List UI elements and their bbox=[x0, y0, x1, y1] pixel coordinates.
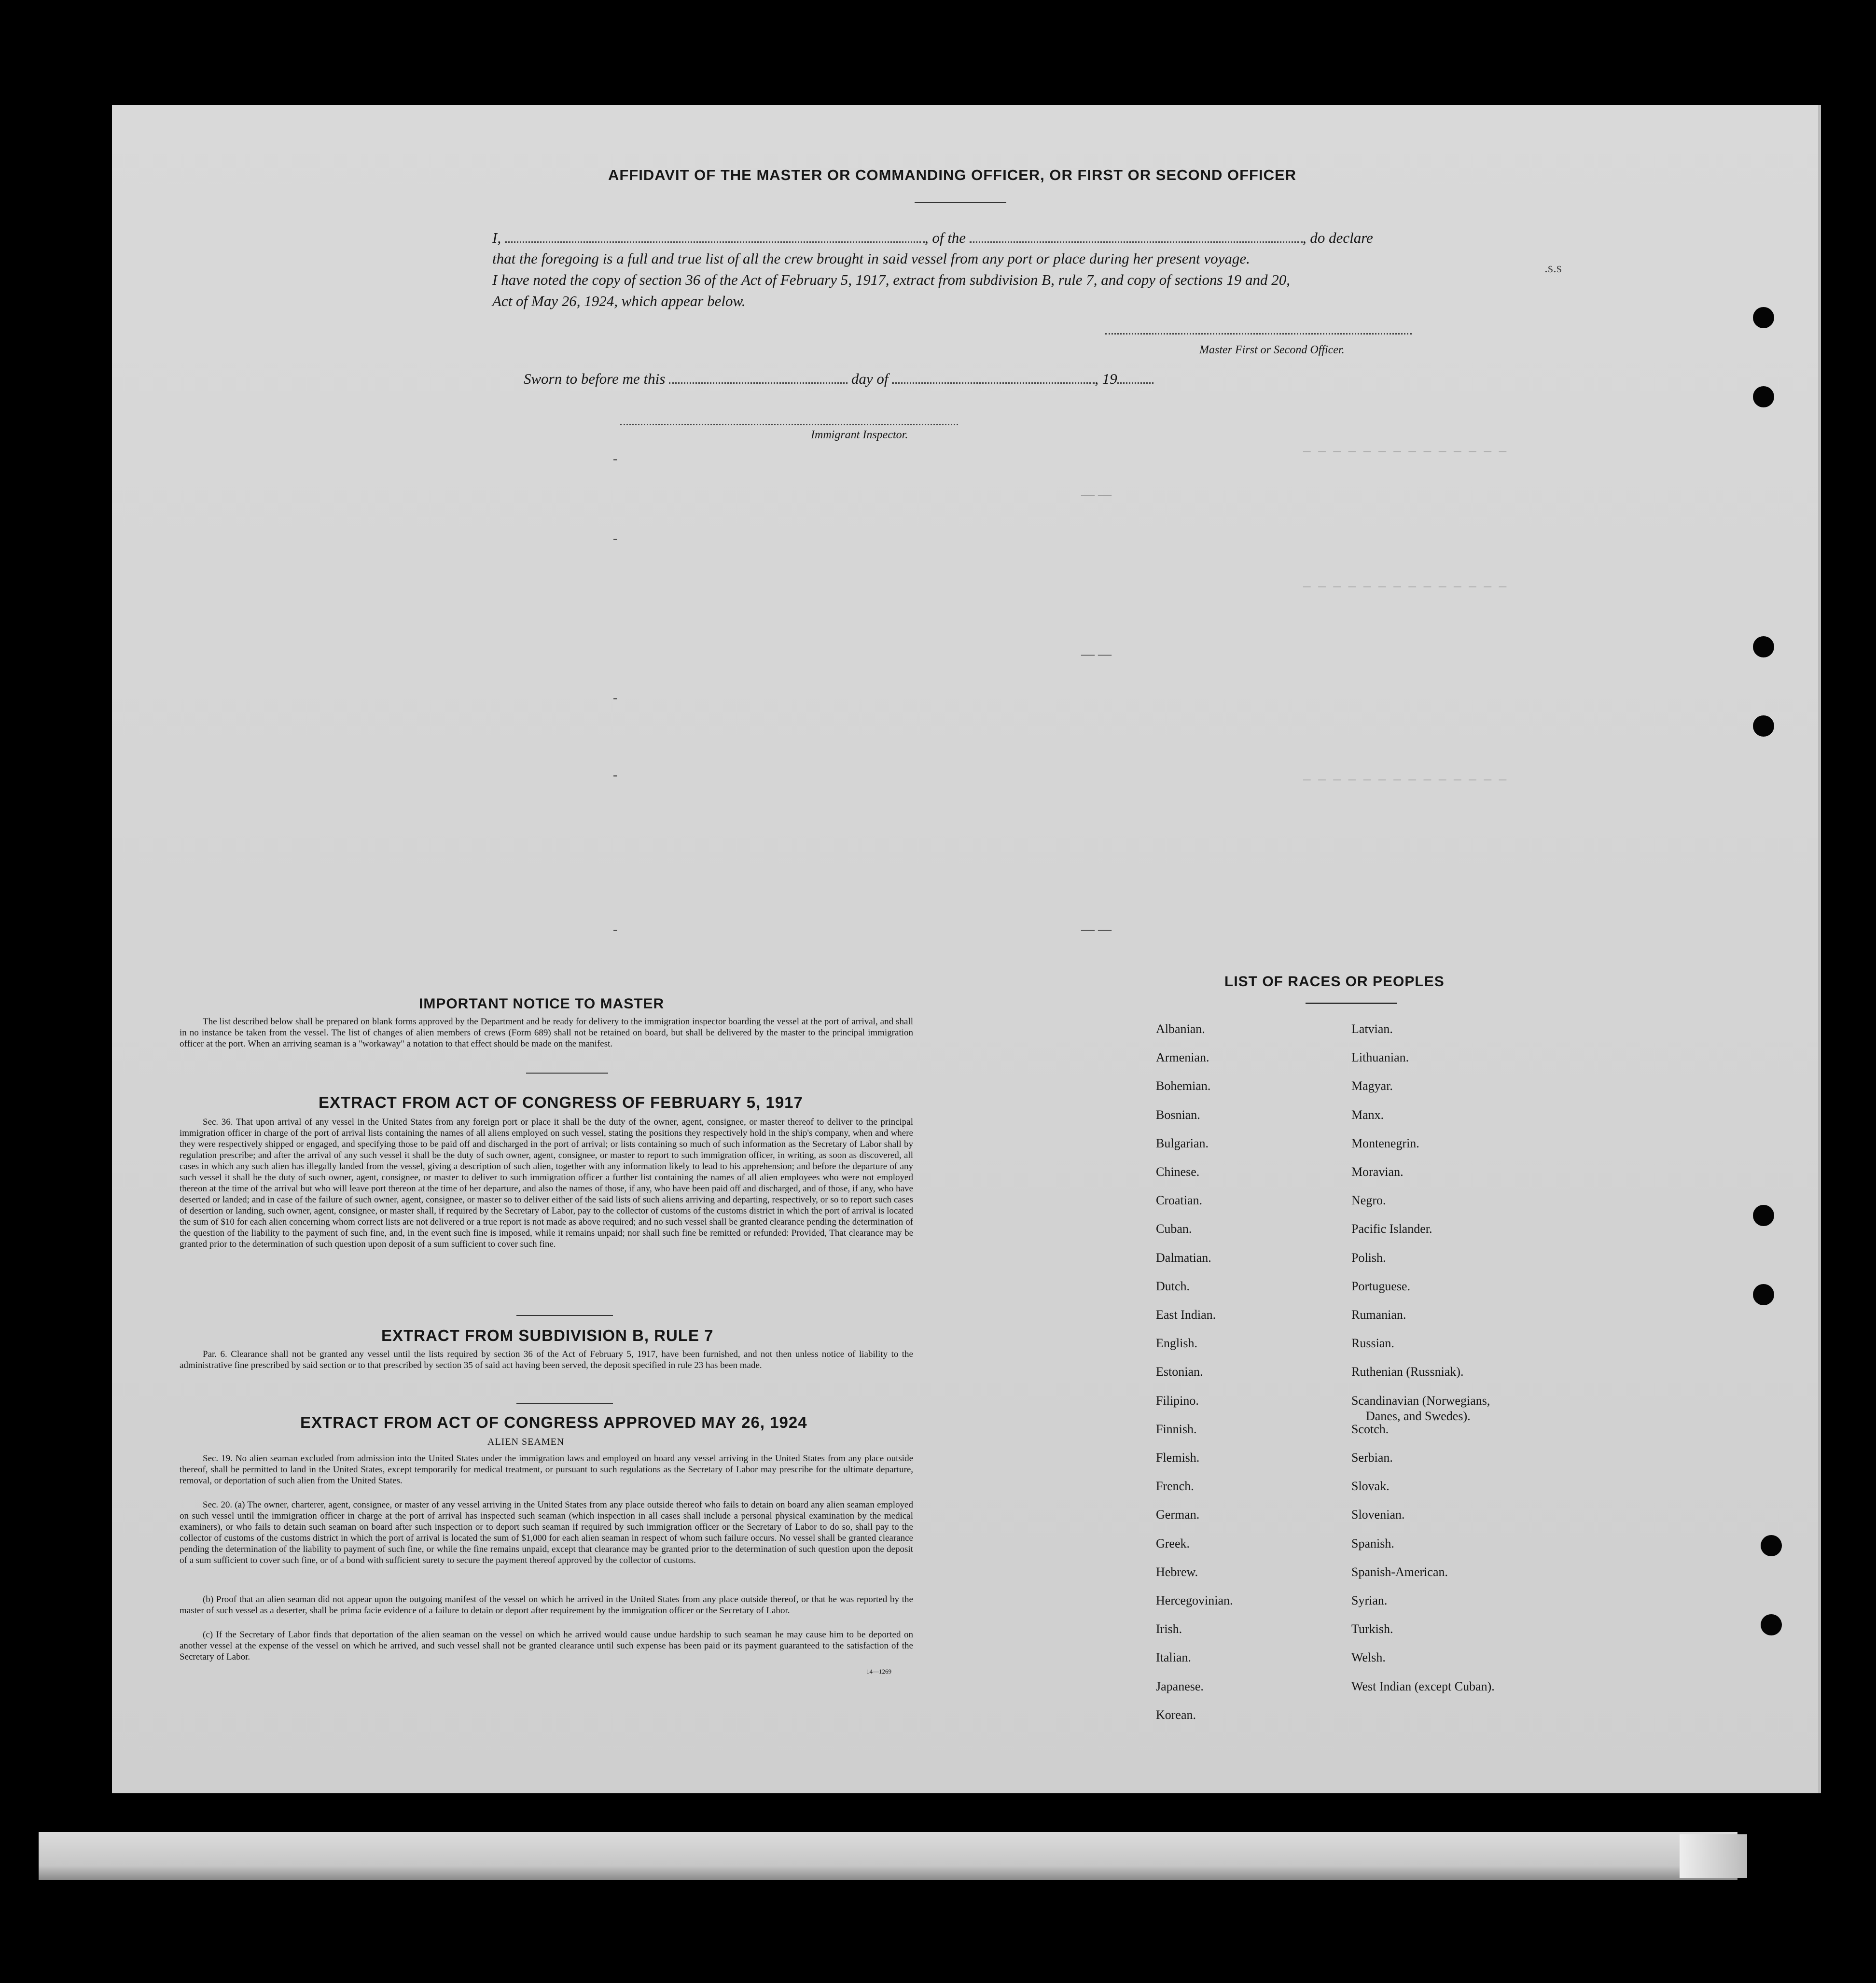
paper-edge-strip bbox=[39, 1832, 1737, 1880]
race-item: Scandinavian (Norwegians, bbox=[1351, 1393, 1490, 1408]
binder-hole-icon bbox=[1761, 1535, 1782, 1556]
race-item: Albanian. bbox=[1156, 1022, 1205, 1036]
binder-hole-icon bbox=[1753, 636, 1774, 657]
binder-hole-icon bbox=[1753, 715, 1774, 737]
race-item: Danes, and Swedes). bbox=[1366, 1409, 1471, 1423]
race-item: Bosnian. bbox=[1156, 1107, 1200, 1122]
race-item: English. bbox=[1156, 1336, 1197, 1351]
race-item: Slovak. bbox=[1351, 1479, 1390, 1494]
race-item: Cuban. bbox=[1156, 1222, 1192, 1236]
master-signature-label: Master First or Second Officer. bbox=[1199, 344, 1345, 356]
race-item: Negro. bbox=[1351, 1193, 1386, 1208]
races-title: LIST OF RACES OR PEOPLES bbox=[1224, 974, 1445, 990]
extract-1924-title: EXTRACT FROM ACT OF CONGRESS APPROVED MAY 26, 1924 bbox=[300, 1413, 807, 1431]
race-item: Dalmatian. bbox=[1156, 1250, 1211, 1265]
race-item: East Indian. bbox=[1156, 1308, 1216, 1322]
race-item: German. bbox=[1156, 1508, 1200, 1522]
race-item: Slovenian. bbox=[1351, 1508, 1405, 1522]
sec19-text: Sec. 19. No alien seaman excluded from admission into the United States under the immigration laws and employed on board any vessel arriving in the United States from any place outside thereof, shall be permitted to land in the United States, except temporarily for medical treatment, or pursuant to such regulations as the Secretary of Labor may prescribe for the ultimate departure, removal, or deportation of such alien from the United States. bbox=[180, 1453, 913, 1486]
sworn-label: Sworn to before me this bbox=[524, 370, 666, 387]
inspector-signature-label: Immigrant Inspector. bbox=[811, 429, 908, 441]
race-item: Greek. bbox=[1156, 1536, 1190, 1550]
race-item: Flemish. bbox=[1156, 1451, 1200, 1465]
race-item: Hebrew. bbox=[1156, 1564, 1198, 1579]
race-item: Turkish. bbox=[1351, 1622, 1393, 1636]
race-item: Welsh. bbox=[1351, 1650, 1386, 1665]
race-item: Rumanian. bbox=[1351, 1308, 1406, 1322]
extract-1917-text: Sec. 36. That upon arrival of any vessel in the United States from any foreign port or place it shall be the duty of the owner, agent, consignee, or master thereof to deliver to the principal immigration officer in charge of the port of arrival lists containing the names of all aliens employed on such vessel, stating the positions they respectively hold in the ship's company, when and where they were respectively shipped or engaged, and specifying those to be paid off and discharged in the port of arrival; or lists containing so much of such information as the Secretary of Labor shall by regulation prescribe; and after the arrival of any such vessel it shall be the duty of such owner, agent, consignee, or master to report to such immigration officer, in writing, as soon as discovered, all cases in which any such alien has illegally landed from the vessel, giving a description of such alien, together with any information likely to lead to his apprehension; and before the departure of any such vessel it shall be the duty of such owner, agent, consignee, or master to deliver to such immigration officer a further list containing the names of all alien employees who were not employed thereon at the time of the arrival but who will leave port thereon at the time of her departure, and also the names of those, if any, who have been paid off and discharged, and of those, if any, who have deserted or landed; and in case of the failure of such owner, agent, consignee, or master so to deliver either of the said lists of such aliens arriving and departing, respectively, or so to report such cases of desertion or landing, such owner, agent, consignee, or master shall, if required by the Secretary of Labor, pay to the collector of customs of the customs district in which the port of arrival is located the sum of $10 for each alien concerning whom correct lists are not delivered or a true report is not made as above required; and no such vessel shall be granted clearance pending the determination of the question of the liability to the payment of such fine, and, in the event such fine is imposed, while it remains unpaid; nor shall such fine be remitted or refunded: Provided, That clearance may be granted prior to the determination of such question upon deposit of a sum sufficient to cover such fine. bbox=[180, 1117, 913, 1249]
race-item: Polish. bbox=[1351, 1250, 1386, 1265]
binder-hole-icon bbox=[1753, 386, 1774, 407]
binder-hole-icon bbox=[1753, 1284, 1774, 1305]
binder-hole-icon bbox=[1753, 1205, 1774, 1226]
sec20b-text: (b) Proof that an alien seaman did not appear upon the outgoing manifest of the vessel on which he arrived in the United States from any place outside thereof, or that he was reported by the master of such vessel as a deserter, shall be prima facie evidence of a failure to detain or deport after requirement by the immigration officer or the Secretary of Labor. bbox=[180, 1594, 913, 1616]
do-declare-label: , do declare bbox=[1302, 229, 1373, 246]
extract-1917-title: EXTRACT FROM ACT OF CONGRESS OF FEBRUARY 5, 1917 bbox=[319, 1093, 803, 1111]
race-item: Armenian. bbox=[1156, 1050, 1209, 1065]
race-item: Japanese. bbox=[1156, 1679, 1204, 1693]
race-item: Syrian. bbox=[1351, 1593, 1388, 1607]
race-item: Latvian. bbox=[1351, 1022, 1393, 1036]
binder-hole-icon bbox=[1753, 307, 1774, 328]
race-item: Hercegovinian. bbox=[1156, 1593, 1233, 1607]
month-field[interactable] bbox=[892, 373, 1095, 384]
race-item: Croatian. bbox=[1156, 1193, 1203, 1208]
race-item: Manx. bbox=[1351, 1107, 1384, 1122]
sworn-day-field[interactable] bbox=[669, 373, 848, 384]
race-item: Chinese. bbox=[1156, 1165, 1200, 1179]
race-item: West Indian (except Cuban). bbox=[1351, 1679, 1495, 1693]
form-number: 14—1269 bbox=[866, 1668, 891, 1675]
divider bbox=[1306, 1003, 1397, 1004]
race-item: Ruthenian (Russniak). bbox=[1351, 1365, 1464, 1379]
notice-title: IMPORTANT NOTICE TO MASTER bbox=[419, 996, 665, 1012]
race-item: Bohemian. bbox=[1156, 1079, 1211, 1093]
alien-seamen-subtitle: ALIEN SEAMEN bbox=[487, 1437, 565, 1447]
vessel-blank-field[interactable] bbox=[970, 232, 1303, 243]
race-item: Spanish. bbox=[1351, 1536, 1394, 1550]
race-item: Dutch. bbox=[1156, 1279, 1190, 1293]
of-the-label: , of the bbox=[924, 229, 966, 246]
year-field[interactable] bbox=[1117, 373, 1153, 384]
race-item: Scotch. bbox=[1351, 1422, 1389, 1436]
year-label: , 19 bbox=[1095, 370, 1117, 387]
race-item: Portuguese. bbox=[1351, 1279, 1411, 1293]
race-item: Italian. bbox=[1156, 1650, 1191, 1665]
binder-hole-icon bbox=[1761, 1614, 1782, 1635]
extract-rule7-text: Par. 6. Clearance shall not be granted any vessel until the lists required by section 36 of the Act of February 5, 1917, have been furnished, and not then unless notice of liability to the administrative fine prescribed by said section or to that prescribed by section 35 of said act having been served, the deposit specified in rule 23 has been made. bbox=[180, 1349, 913, 1370]
race-item: Spanish-American. bbox=[1351, 1564, 1448, 1579]
race-item: Montenegrin. bbox=[1351, 1136, 1419, 1150]
sec20c-text: (c) If the Secretary of Labor finds that deportation of the alien seaman on the vessel on which he arrived would cause undue hardship to such seaman he may cause him to be deported on another vessel at the expense of the vessel on which he arrived, and such vessel shall not be granted clearance until such expense has been paid or its payment guaranteed to the satisfaction of the Secretary of Labor. bbox=[180, 1630, 913, 1662]
affidavit-title: AFFIDAVIT OF THE MASTER OR COMMANDING OFFICER, OR FIRST OR SECOND OFFICER bbox=[608, 167, 1297, 183]
race-item: Moravian. bbox=[1351, 1165, 1404, 1179]
extract-rule7-title: EXTRACT FROM SUBDIVISION B, RULE 7 bbox=[381, 1327, 714, 1344]
race-item: French. bbox=[1156, 1479, 1194, 1494]
race-item: Irish. bbox=[1156, 1622, 1182, 1636]
affidavit-line-4: Act of May 26, 1924, which appear below. bbox=[492, 293, 746, 309]
day-of-label: day of bbox=[851, 370, 889, 387]
race-item: Serbian. bbox=[1351, 1451, 1393, 1465]
divider bbox=[915, 202, 1006, 203]
race-item: Bulgarian. bbox=[1156, 1136, 1209, 1150]
race-item: Finnish. bbox=[1156, 1422, 1197, 1436]
name-blank-field[interactable] bbox=[505, 232, 925, 243]
race-item: Magyar. bbox=[1351, 1079, 1393, 1093]
notice-text: The list described below shall be prepared on blank forms approved by the Department and be ready for delivery to the immigration inspector boarding the vessel at the port of arrival, and shall in no instance be taken from the vessel. The list of changes of alien members of crews (Form 689) shall not be retained on board, but shall be delivered by the master to the principal immigration officer at the port. When an arriving seaman is a "workaway" a notation to that effect should be made on the manifest. bbox=[180, 1017, 913, 1049]
affidavit-line-2: that the foregoing is a full and true list of all the crew brought in said vessel from any port or place during her present voyage. bbox=[492, 250, 1250, 267]
inspector-signature-line[interactable] bbox=[620, 424, 958, 425]
sworn-line bbox=[524, 370, 1153, 388]
affidavit-i-label: I, bbox=[492, 229, 501, 246]
race-item: Pacific Islander. bbox=[1351, 1222, 1432, 1236]
race-item: Lithuanian. bbox=[1351, 1050, 1409, 1065]
affidavit-line-1 bbox=[492, 229, 1373, 247]
master-signature-line[interactable] bbox=[1105, 333, 1412, 335]
paper-curl bbox=[1680, 1834, 1747, 1878]
race-item: Estonian. bbox=[1156, 1365, 1203, 1379]
sec20a-text: Sec. 20. (a) The owner, charterer, agent, consignee, or master of any vessel arriving in the United States from any place outside thereof who fails to detain on board any alien seaman employed on such vessel until the immigration officer in charge at the port of arrival has inspected such seaman (which inspection in all cases shall include a personal physical examination by the medical examiners), or who fails to detain such seaman on board after such inspection or to deport such seaman if required by such immigration officer or the Secretary of Labor to do so, shall pay to the collector of customs of the customs district in which the port of arrival is located the sum of $1,000 for each alien seaman in respect of whom such failure occurs. No vessel shall be granted clearance pending the determination of the liability to payment of such fine, or while the fine remains unpaid, except that clearance may be granted prior to the determination of such question upon the deposit of a sum sufficient to cover such fine, or of a bond with sufficient surety to secure the payment thereof approved by the collector of customs. bbox=[180, 1500, 913, 1565]
affidavit-line-3: I have noted the copy of section 36 of the Act of February 5, 1917, extract from subdivision B, rule 7, and copy of sections 19 and 20, bbox=[492, 271, 1291, 288]
divider bbox=[526, 1073, 608, 1074]
race-item: Russian. bbox=[1351, 1336, 1394, 1351]
divider bbox=[516, 1315, 613, 1316]
divider bbox=[516, 1403, 613, 1404]
race-item: Filipino. bbox=[1156, 1393, 1199, 1408]
race-item: Korean. bbox=[1156, 1707, 1196, 1722]
